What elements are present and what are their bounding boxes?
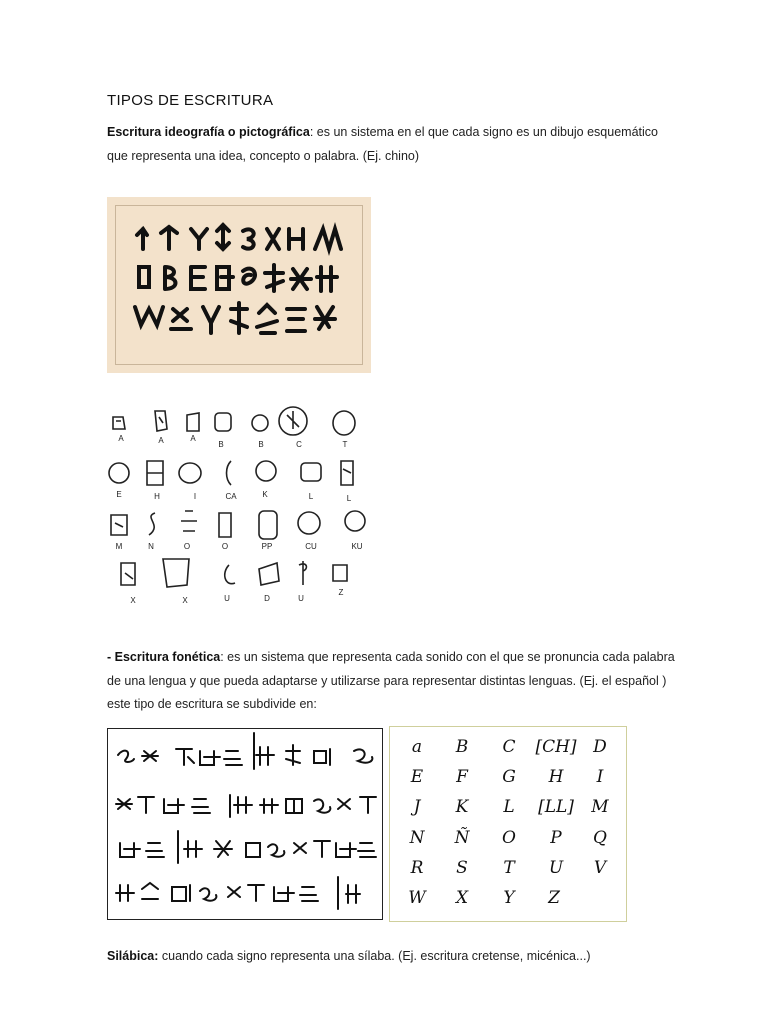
glyph-b2 [252, 415, 268, 431]
glyph-label: L [308, 492, 314, 501]
glyph [243, 229, 254, 248]
ideographic-symbols-image [107, 197, 371, 373]
glyph [286, 799, 302, 813]
alphabet-letter: N [409, 828, 425, 848]
glyph-label: A [118, 434, 124, 443]
glyph [314, 749, 330, 765]
glyph [191, 229, 207, 249]
phonetic-text: : es un sistema que representa cada sonido con el que se pronuncia cada palabra de una lengua y que pueda adaptarse y utilizarse para representar distintas lenguas. (Ej. el español ) este tipo de escritura se subdivide en: [107, 650, 675, 711]
glyph [228, 887, 240, 897]
alphabet-letter: W [408, 888, 426, 908]
glyph-chart [107, 403, 367, 608]
syllabic-paragraph [107, 945, 682, 969]
glyph-label: B [218, 440, 224, 449]
glyph [267, 229, 279, 249]
glyph-label: H [154, 492, 160, 501]
glyph-label: X [182, 596, 188, 605]
glyph-l1 [301, 463, 321, 481]
alphabet-letter: Y [503, 888, 515, 908]
glyph [234, 797, 252, 813]
alphabet-letter: S [456, 858, 468, 878]
glyph-label: U [224, 594, 230, 603]
page-title: TIPOS DE ESCRITURA [107, 92, 274, 109]
glyph-x1 [121, 563, 135, 585]
glyph-i [179, 463, 201, 483]
alphabet-letter: J [413, 797, 421, 817]
glyph [354, 749, 372, 762]
glyph-e [109, 463, 129, 483]
glyph [289, 229, 303, 249]
alphabet-letter: L [503, 797, 515, 817]
glyph [300, 887, 318, 901]
glyph-ku [345, 511, 365, 531]
glyph [268, 844, 284, 856]
glyph [360, 797, 376, 813]
glyph [315, 229, 341, 249]
glyph-b1 [215, 413, 231, 431]
glyph-ca [227, 461, 232, 485]
glyph [116, 885, 134, 901]
glyph-m [111, 515, 127, 535]
glyph [164, 799, 184, 813]
glyph [294, 843, 306, 853]
glyph [265, 265, 283, 291]
ideographic-paragraph [107, 121, 682, 168]
glyph-label: A [158, 436, 164, 445]
glyph-label: N [148, 542, 154, 551]
glyph-a3 [187, 413, 199, 431]
alphabet-letter: [CH] [535, 737, 577, 757]
glyph-label: M [115, 542, 123, 551]
glyph [291, 269, 311, 289]
phonetic-script-drawings [108, 729, 382, 919]
glyph [120, 843, 140, 857]
alphabet-letter: a [411, 737, 423, 757]
glyph-label: U [298, 594, 304, 603]
glyph-l2 [341, 461, 353, 485]
alphabet-letter: Ñ [454, 828, 470, 848]
glyph [256, 747, 274, 765]
glyph [358, 843, 376, 857]
glyph-label: Z [338, 588, 344, 597]
glyph-cu [298, 512, 320, 534]
glyph-label: I [193, 492, 197, 501]
glyph [118, 751, 134, 762]
glyph [217, 225, 229, 249]
glyph [139, 267, 149, 287]
glyph [200, 888, 216, 900]
glyph [203, 307, 219, 333]
glyph-pp [259, 511, 277, 539]
alphabet-letter: O [502, 828, 516, 848]
alphabet-letter: B [455, 737, 469, 757]
glyph [338, 799, 350, 809]
glyph [192, 799, 210, 813]
glyph-d [259, 563, 279, 585]
glyph [171, 309, 191, 329]
glyph [176, 749, 194, 765]
glyph-label: E [116, 490, 122, 499]
glyph [146, 843, 164, 857]
glyph [274, 887, 294, 901]
glyph [248, 885, 264, 901]
glyph [231, 303, 247, 333]
alphabet-letter: C [502, 737, 516, 757]
glyph-label: X [130, 596, 136, 605]
glyph [142, 751, 158, 761]
glyph [317, 267, 337, 291]
alphabet-letter: Z [548, 888, 560, 908]
alphabet-letter: P [550, 828, 562, 848]
glyph [191, 267, 205, 289]
alphabet-letter: T [503, 858, 515, 878]
glyph-o2 [219, 513, 231, 537]
ideographic-term: Escritura ideografía o pictográfica [107, 125, 310, 139]
glyph-label: B [258, 440, 264, 449]
glyph [165, 267, 176, 289]
glyph-h [147, 461, 163, 485]
alphabet-letter: M [591, 797, 609, 817]
glyph-a1 [113, 417, 125, 429]
glyph-label: K [262, 490, 268, 499]
alphabet-table [389, 726, 627, 922]
glyph-u1 [225, 565, 235, 584]
glyph-label: O [221, 542, 229, 551]
glyph-x2 [163, 559, 189, 587]
glyph-chart-drawings [107, 403, 367, 608]
glyph-label: A [190, 434, 196, 443]
glyph-k [256, 461, 276, 481]
alphabet-letter: R [410, 858, 424, 878]
phonetic-term: - Escritura fonética [107, 650, 221, 664]
glyph [260, 799, 278, 813]
alphabet-letter: G [502, 767, 516, 787]
alphabet-letter: Q [593, 828, 607, 848]
alphabet-letter: K [455, 797, 469, 817]
glyph [214, 841, 232, 857]
glyph-label: L [346, 494, 352, 503]
glyph [172, 885, 190, 901]
alphabet-letter: F [456, 767, 468, 787]
alphabet-letter: [LL] [538, 797, 574, 817]
glyph [161, 227, 177, 249]
ideographic-glyphs [107, 197, 371, 373]
ideographic-text: : es un sistema en el que cada signo es un dibujo esquemático que representa una idea, concepto o palabra. (Ej. chino) [107, 125, 658, 163]
glyph [315, 307, 335, 329]
glyph-label: PP [261, 542, 273, 551]
alphabet-letter: D [593, 737, 607, 757]
glyph-label: CA [225, 492, 237, 501]
glyph [346, 885, 360, 903]
glyph-o1 [181, 511, 197, 531]
glyph [314, 841, 330, 857]
glyph-n [149, 513, 155, 535]
glyph [336, 843, 356, 857]
alphabet-letter: V [593, 858, 607, 878]
phonetic-paragraph [107, 646, 682, 717]
glyph-label: O [183, 542, 191, 551]
glyph [224, 751, 242, 765]
glyph [287, 309, 305, 331]
glyph [314, 799, 330, 812]
glyph-z [333, 565, 347, 581]
glyph [138, 797, 154, 813]
alphabet-letter: I [596, 767, 604, 787]
glyph [135, 307, 163, 325]
phonetic-script-sample [107, 728, 383, 920]
alphabet-letter: H [548, 767, 564, 787]
syllabic-text: cuando cada signo representa una sílaba. (Ej. escritura cretense, micénica...) [158, 949, 591, 963]
glyph-label: T [342, 440, 348, 449]
glyph [142, 883, 158, 899]
glyph [246, 843, 260, 857]
glyph [286, 745, 300, 765]
glyph-u2 [299, 561, 306, 585]
glyph-c-detail [287, 411, 299, 429]
glyph-t [333, 411, 355, 435]
glyph [217, 267, 233, 289]
glyph-label: CU [305, 542, 317, 551]
glyph [116, 799, 132, 809]
glyph [243, 269, 255, 284]
glyph [137, 229, 147, 249]
alphabet-letter: U [548, 858, 564, 878]
glyph [257, 305, 277, 333]
alphabet-letter: E [410, 767, 424, 787]
glyph [184, 841, 202, 857]
alphabet-letter: X [455, 888, 469, 908]
glyph [200, 751, 220, 765]
glyph-label: C [296, 440, 302, 449]
glyph-a2 [155, 411, 167, 431]
glyph-label: KU [351, 542, 363, 551]
syllabic-term: Silábica: [107, 949, 159, 963]
glyph-label: D [264, 594, 270, 603]
